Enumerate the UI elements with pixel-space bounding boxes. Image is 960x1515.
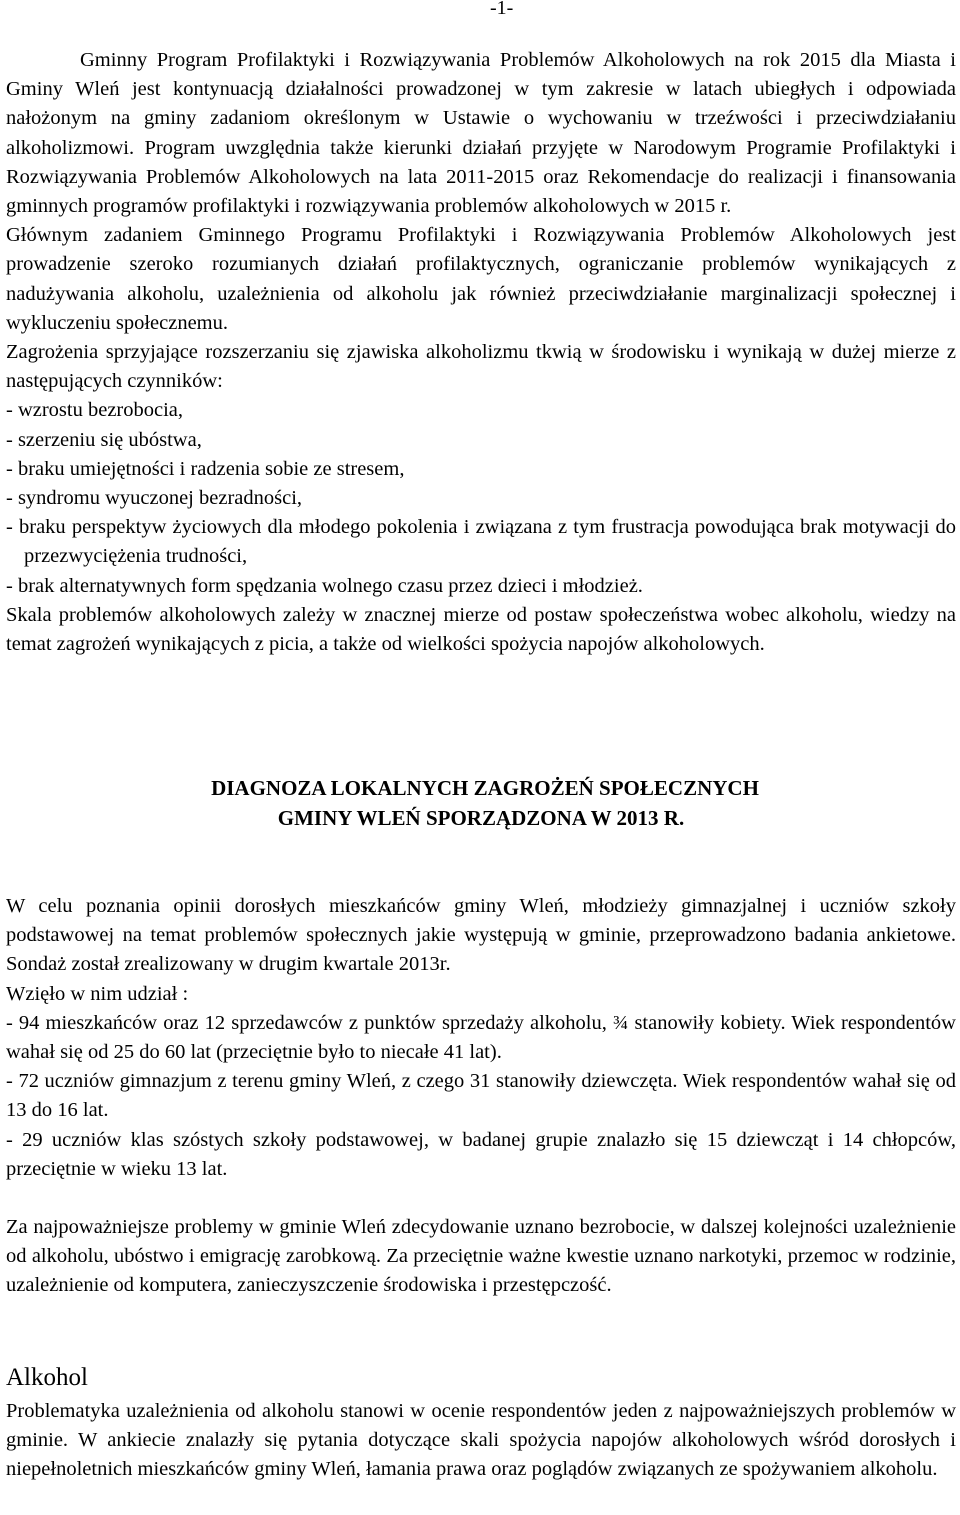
factor-item: - brak alternatywnych form spędzania wolnego czasu przez dzieci i młodzież.: [6, 574, 643, 597]
page-number: -1-: [490, 0, 514, 19]
alkohol-section: [6, 1397, 956, 1485]
intro-paragraph-3: Zagrożenia sprzyjające rozszerzaniu się zjawiska alkoholizmu tkwią w środowisku i wynikają w dużej mierze z następujących czynników:: [6, 341, 956, 393]
factor-item: - braku umiejętności i radzenia sobie ze stresem,: [6, 457, 405, 480]
survey-paragraph-1: W celu poznania opinii dorosłych mieszkańców gminy Wleń, młodzieży gimnazjalnej i uczniów szkoły podstawowej na temat problemów społecznych jakie występują w gminie, przeprowadzono badania ankietowe. Sondaż został zrealizowany w drugim kwartale 2013r.: [6, 895, 956, 976]
factor-item: - braku perspektyw życiowych dla młodego pokolenia i związana z tym frustracja powodująca brak motywacji do przezwyciężenia trudności,: [6, 516, 956, 568]
intro-paragraph-1: Gminny Program Profilaktyki i Rozwiązywania Problemów Alkoholowych na rok 2015 dla Miasta i Gminy Wleń jest kontynuacją działalności prowadzonej w tym zakresie w latach ubiegłych i odpowiada nałożonym na gminy zadaniom określonym w Ustawie o wychowaniu w trzeźwości i przeciwdziałaniu alkoholizmowi. Program uwzględnia także kierunki działań przyjęte w Narodowym Programie Profilaktyki i Rozwiązywania Problemów Alkoholowych na lata 2011-2015 oraz Rekomendacje do realizacji i finansowania gminnych programów profilaktyki i rozwiązywania problemów alkoholowych w 2015 r.: [6, 49, 956, 218]
heading-line-1: DIAGNOZA LOKALNYCH ZAGROŻEŃ SPOŁECZNYCH: [211, 776, 759, 800]
survey-item: - 94 mieszkańców oraz 12 sprzedawców z punktów sprzedaży alkoholu, ¾ stanowiły kobiety. Wiek respondentów wahał się od 25 do 60 lat (przeciętnie było to niecałe 41 lat).: [6, 1011, 956, 1064]
alkohol-heading: Alkohol: [6, 1364, 88, 1391]
heading-line-2: GMINY WLEŃ SPORZĄDZONA W 2013 R.: [277, 806, 685, 830]
survey-section: [6, 892, 956, 1184]
intro-paragraph-4: Skala problemów alkoholowych zależy w znacznej mierze od postaw społeczeństwa wobec alkoholu, wiedzy na temat zagrożeń wynikających z picia, a także od wielkości spożycia napojów alkoholowych.: [6, 603, 956, 656]
factor-item: - syndromu wyuczonej bezradności,: [6, 487, 303, 510]
survey-paragraph-2: Wzięło w nim udział :: [6, 982, 189, 1005]
section-heading: [6, 773, 956, 833]
problems-paragraph: Za najpoważniejsze problemy w gminie Wleń zdecydowanie uznano bezrobocie, w dalszej kolejności uzależnienie od alkoholu, ubóstwo i emigrację zarobkową. Za przeciętnie ważne kwestie uznano narkotyki, przemoc w rodzinie, uzależnienie od komputera, zanieczyszczenie środowiska i przestępczość.: [6, 1216, 956, 1297]
alkohol-paragraph: Problematyka uzależnienia od alkoholu stanowi w ocenie respondentów jeden z najpoważniejszych problemów w gminie. W ankiecie znalazły się pytania dotyczące skali spożycia napojów alkoholowych wśród dorosłych i niepełnoletnich mieszkańców gminy Wleń, łamania prawa oraz poglądów związanych ze spożywaniem alkoholu.: [6, 1400, 956, 1481]
factor-item: - szerzeniu się ubóstwa,: [6, 428, 202, 451]
factor-item: - wzrostu bezrobocia,: [6, 399, 184, 422]
survey-item: - 29 uczniów klas szóstych szkoły podstawowej, w badanej grupie znalazło się 15 dziewcząt i 14 chłopców, przeciętnie w wieku 13 lat.: [6, 1128, 956, 1180]
survey-item: - 72 uczniów gimnazjum z terenu gminy Wleń, z czego 31 stanowiły dziewczęta. Wiek respondentów wahał się od 13 do 16 lat.: [6, 1070, 956, 1122]
problems-section: [6, 1213, 956, 1301]
intro-section: [6, 46, 956, 659]
intro-paragraph-2: Głównym zadaniem Gminnego Programu Profilaktyki i Rozwiązywania Problemów Alkoholowych jest prowadzenie szeroko rozumianych działań profilaktycznych, ograniczanie problemów wynikających z nadużywania alkoholu, uzależnienia od alkoholu jak również przeciwdziałanie marginalizacji społecznej i wykluczeniu społecznemu.: [6, 224, 956, 334]
